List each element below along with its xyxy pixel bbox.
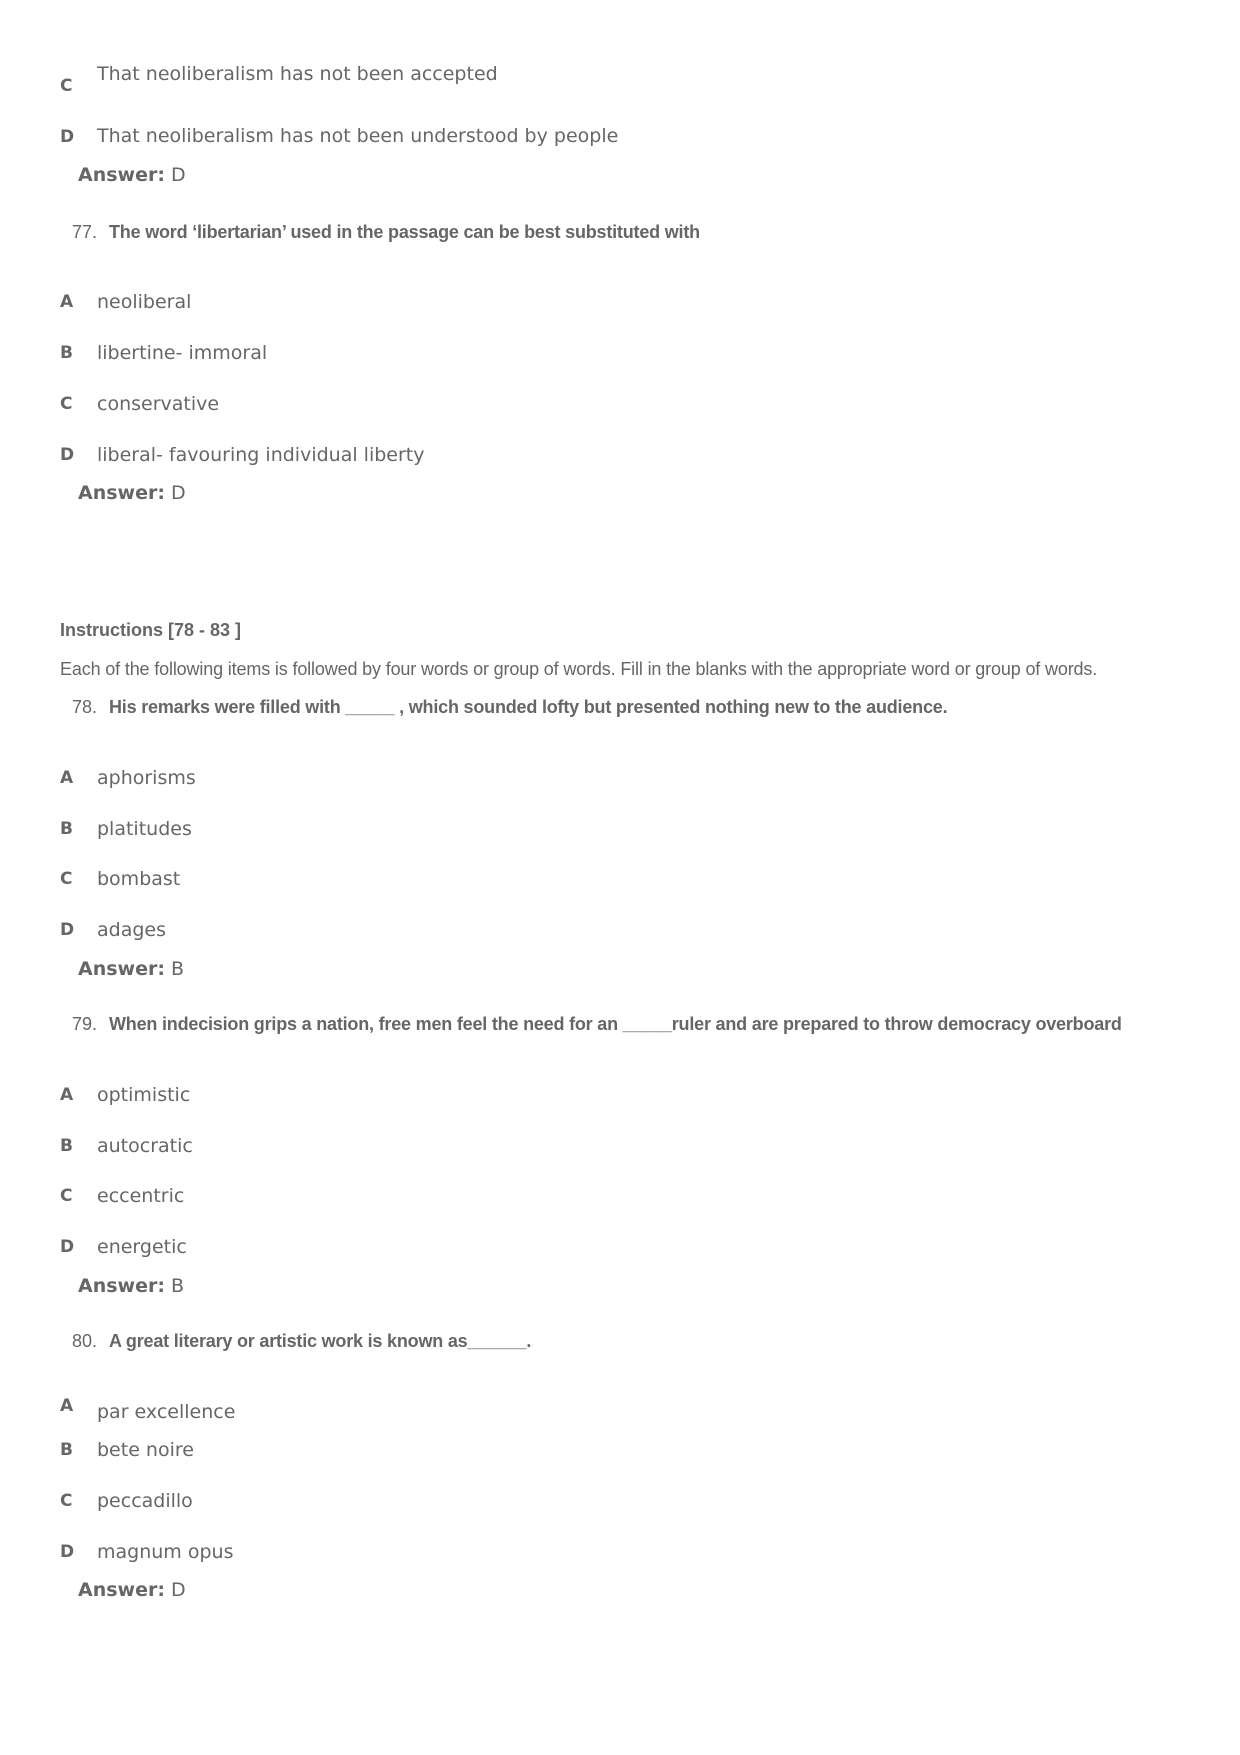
option-text: liberal- favouring individual liberty [97, 444, 425, 466]
option-text: platitudes [97, 818, 192, 840]
option-letter: A [60, 768, 74, 788]
option-letter: C [60, 394, 73, 414]
option-letter: D [60, 1237, 75, 1257]
question-number: 80. [72, 1331, 98, 1351]
question-text: His remarks were filled with _____ , which sounded lofty but presented nothing new to the audience. [109, 697, 948, 717]
option-text: conservative [97, 393, 220, 415]
option-letter: D [60, 920, 75, 940]
option-text: autocratic [97, 1135, 193, 1157]
option-text: bombast [97, 868, 181, 890]
question-number: 77. [72, 222, 98, 242]
answer-label: Answer: [78, 1275, 165, 1297]
option-text: That neoliberalism has not been understood by people [97, 125, 619, 147]
answer-value: D [171, 164, 186, 186]
option-letter: B [60, 1136, 73, 1156]
question-text: A great literary or artistic work is known as______. [109, 1331, 532, 1351]
option-text: bete noire [97, 1439, 194, 1461]
option-letter: B [60, 819, 73, 839]
question-number: 79. [72, 1014, 98, 1034]
option-text: eccentric [97, 1185, 185, 1207]
option-letter: D [60, 127, 75, 147]
option-letter: B [60, 343, 73, 363]
option-text: libertine- immoral [97, 342, 268, 364]
instructions-title: Instructions [78 - 83 ] [60, 620, 242, 640]
answer-label: Answer: [78, 958, 165, 980]
question-number: 78. [72, 697, 98, 717]
answer-value: D [171, 482, 186, 504]
option-text: optimistic [97, 1084, 191, 1106]
option-letter: C [60, 869, 73, 889]
answer-label: Answer: [78, 1579, 165, 1601]
option-text: adages [97, 919, 166, 941]
option-letter: C [60, 1491, 73, 1511]
answer-label: Answer: [78, 482, 165, 504]
answer [78, 164, 186, 186]
option-letter: D [60, 445, 75, 465]
question-text: The word ‘libertarian’ used in the passage can be best substituted with [109, 222, 700, 242]
option-text: That neoliberalism has not been accepted [97, 63, 498, 85]
option-letter: A [60, 1396, 74, 1416]
option-letter: A [60, 1085, 74, 1105]
option-letter: D [60, 1542, 75, 1562]
answer-value: D [171, 1579, 186, 1601]
answer-label: Answer: [78, 164, 165, 186]
option-text: magnum opus [97, 1541, 234, 1563]
option-text: neoliberal [97, 291, 192, 313]
answer-value: B [171, 1275, 185, 1297]
option-letter: C [60, 76, 73, 96]
option-text: energetic [97, 1236, 187, 1258]
option-text: peccadillo [97, 1490, 193, 1512]
option-letter: A [60, 292, 74, 312]
option-letter: C [60, 1186, 73, 1206]
answer [78, 1579, 186, 1601]
answer [78, 958, 184, 980]
answer [78, 1275, 184, 1297]
answer-value: B [171, 958, 185, 980]
option-text: par excellence [97, 1401, 236, 1423]
option-letter: B [60, 1440, 73, 1460]
option-text: aphorisms [97, 767, 196, 789]
question-text: When indecision grips a nation, free men feel the need for an _____ruler and are prepared to throw democracy overboard [109, 1014, 1122, 1034]
answer [78, 482, 186, 504]
instructions-body: Each of the following items is followed by four words or group of words. Fill in the blanks with the appropriate word or group of words. [60, 659, 1098, 679]
